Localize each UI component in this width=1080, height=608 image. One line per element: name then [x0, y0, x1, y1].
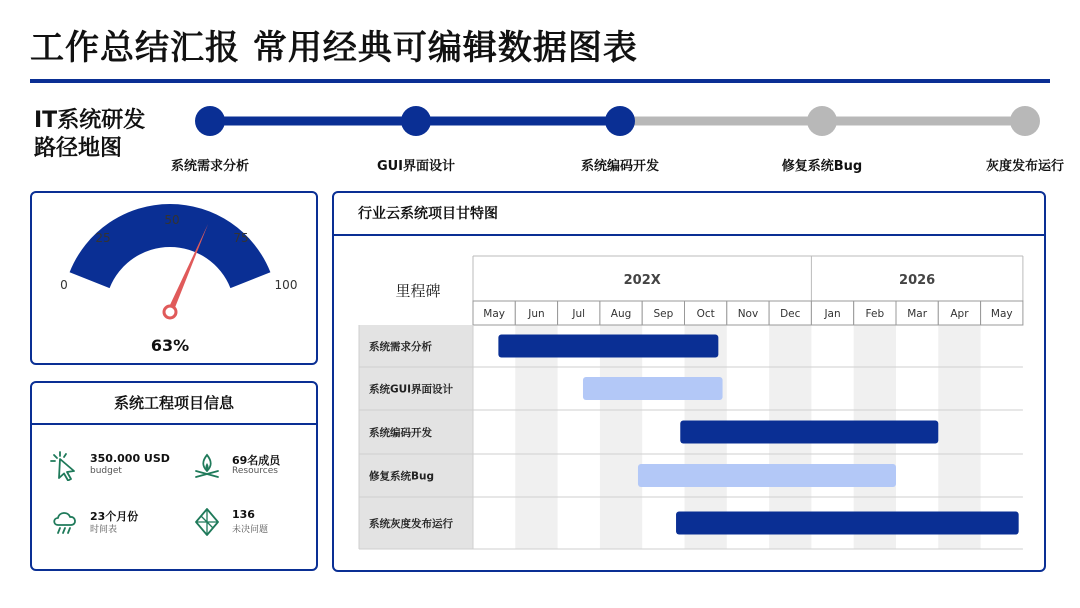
gantt-month-stripe	[600, 325, 642, 549]
gauge-panel	[30, 191, 318, 365]
roadmap-node	[807, 106, 837, 136]
gauge-value: 63%	[150, 336, 190, 355]
gantt-task-label: 系统需求分析	[369, 341, 432, 353]
info-item-caption: budget	[90, 466, 122, 476]
info-item-caption: 时间表	[90, 525, 118, 535]
gantt-month-label: Jun	[528, 308, 545, 320]
gantt-task-bar	[583, 377, 723, 400]
roadmap-node	[401, 106, 431, 136]
gantt-month-label: May	[990, 308, 1013, 320]
gantt-month-label: Feb	[865, 308, 885, 320]
gauge-tick-label: 25	[95, 231, 111, 245]
gantt-month-label: Mar	[907, 308, 928, 320]
roadmap-title-line1: IT系统研发	[34, 108, 146, 133]
info-item-caption: Resources	[232, 466, 278, 476]
gantt-month-stripe	[515, 325, 557, 549]
gantt-month-label: Aug	[610, 308, 632, 320]
roadmap-step-label: GUI界面设计	[376, 159, 456, 174]
gantt-task-bar	[676, 512, 1019, 535]
gauge-needle-hub	[164, 306, 176, 318]
gantt-task-bar	[638, 464, 896, 487]
gantt-month-label: Jan	[824, 308, 841, 320]
info-item-caption: 未决问题	[232, 525, 269, 535]
gantt-year-label: 2026	[899, 273, 936, 288]
gantt-month-label: Jul	[572, 308, 586, 320]
gantt-month-label: Dec	[780, 308, 801, 320]
cloud-rain-icon	[50, 507, 80, 537]
roadmap-track	[0, 96, 1080, 152]
roadmap-step-label: 系统需求分析	[170, 159, 249, 174]
gantt-task-label: 系统灰度发布运行	[369, 518, 453, 530]
cursor-click-icon	[50, 451, 80, 481]
campfire-icon	[192, 451, 222, 481]
info-item-value: 136	[232, 508, 255, 521]
project-info-panel	[30, 381, 318, 571]
gantt-chart	[334, 193, 1044, 570]
gantt-year-label: 202X	[623, 273, 661, 288]
gantt-task-label: 系统编码开发	[369, 427, 432, 439]
roadmap-step-label: 灰度发布运行	[985, 159, 1064, 174]
roadmap-node	[605, 106, 635, 136]
gantt-month-label: Sep	[653, 308, 674, 320]
gauge-tick-label: 100	[274, 278, 298, 292]
gantt-task-bar	[498, 335, 718, 358]
progress-gauge	[32, 193, 316, 363]
gantt-title: 行业云系统项目甘特图	[334, 193, 1044, 236]
info-panel-title: 系统工程项目信息	[32, 383, 316, 425]
gauge-tick-label: 0	[60, 278, 68, 292]
roadmap-node	[1010, 106, 1040, 136]
roadmap-step-label: 修复系统Bug	[781, 159, 863, 174]
info-item-value: 350.000 USD	[90, 452, 170, 465]
gantt-month-label: May	[483, 308, 506, 320]
gantt-row-header: 里程碑	[395, 282, 441, 300]
info-item-value: 23个月份	[90, 510, 139, 523]
roadmap-title-line2: 路径地图	[34, 136, 123, 161]
title-divider	[30, 79, 1050, 83]
gantt-task-label: 修复系统Bug	[369, 470, 434, 483]
roadmap-node	[195, 106, 225, 136]
gauge-tick-label: 75	[233, 231, 249, 245]
gantt-task-bar	[680, 421, 938, 444]
page-title: 工作总结汇报 常用经典可编辑数据图表	[30, 28, 638, 68]
roadmap-step-label: 系统编码开发	[580, 159, 659, 174]
gauge-tick-label: 50	[164, 213, 180, 227]
gantt-panel	[332, 191, 1046, 572]
diamond-icon	[192, 507, 222, 537]
gantt-month-label: Oct	[696, 308, 715, 320]
gantt-task-label: 系统GUI界面设计	[369, 383, 454, 396]
gantt-month-label: Nov	[737, 308, 759, 320]
gantt-month-label: Apr	[950, 308, 969, 320]
info-item-value: 69名成员	[232, 454, 281, 467]
